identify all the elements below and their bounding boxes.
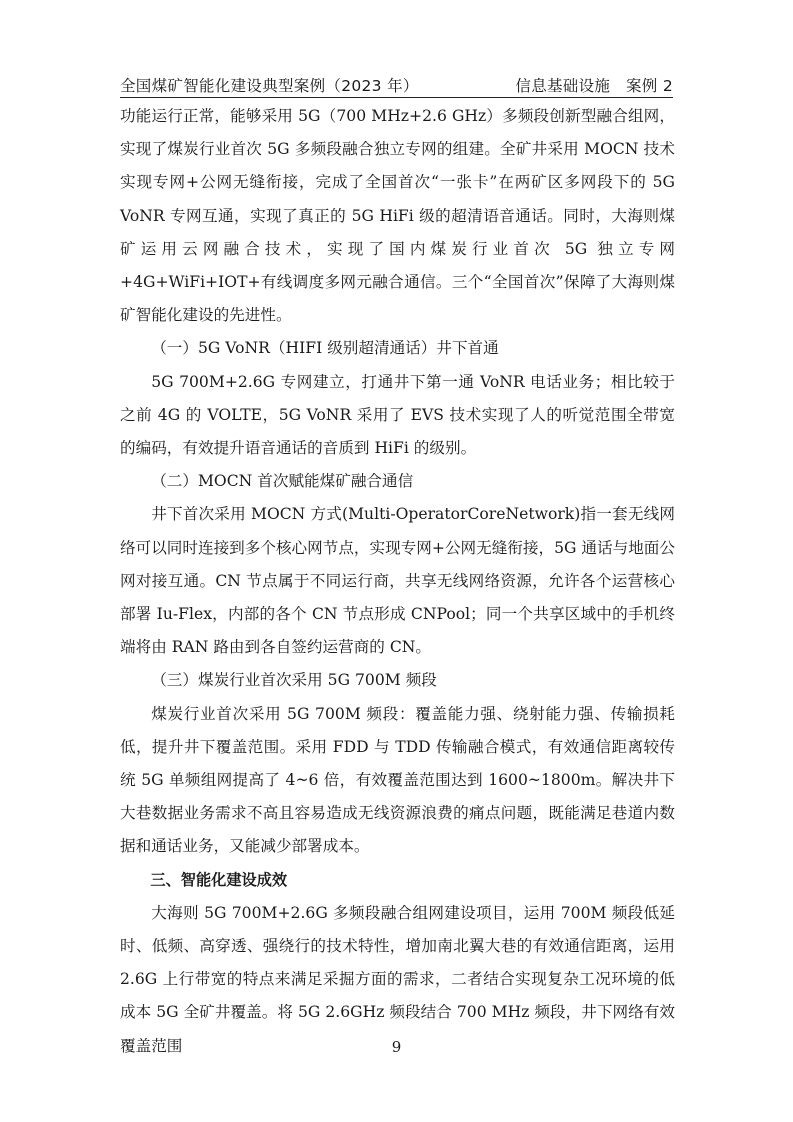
header-section-label: 信息基础设施 案例 2 (515, 77, 673, 95)
paragraph-700m: 煤炭行业首次采用 5G 700M 频段：覆盖能力强、绕射能力强、传输损耗低，提升井下覆盖范围。采用 FDD 与 TDD 传输融合模式，有效通信距离较传统 5G 单频组网提高了 4~6 倍，有效覆盖范围达到 1600~1800m。解决井下大巷数据业务需求不高且容易造成无线资源浪费的痛点问题，既能满足巷道内数据和通话业务，又能减少部署成本。 (120, 704, 675, 856)
subheading-vonr: （一）5G VoNR（HIFI 级别超清通话）井下首通 (151, 339, 499, 358)
continued-paragraph: 功能运行正常，能够采用 5G（700 MHz+2.6 GHz）多频段创新型融合组网，实现了煤炭行业首次 5G 多频段融合独立专网的组建。全矿井采用 MOCN 技术实现专网+公网无缝衔接，完成了全国首次“一张卡”在两矿区多网段下的 5G VoNR 专网互通，实现了真正的 5G HiFi 级的超清语音通话。同时，大海则煤矿运用云网融合技术，实现了国内煤炭行业首次 5G 独立专网+4G+WiFi+IOT+有线调度多网元融合通信。三个“全国首次”保障了大海则煤矿智能化建设的先进性。 (120, 107, 675, 325)
subheading-mocn: （二）MOCN 首次赋能煤矿融合通信 (151, 472, 414, 491)
page-body (120, 100, 675, 1063)
running-header (120, 70, 673, 96)
paragraph-mocn: 井下首次采用 MOCN 方式(Multi-OperatorCoreNetwork)指一套无线网络可以同时连接到多个核心网节点，实现专网+公网无缝衔接，5G 通话与地面公网对接互通。CN 节点属于不同运行商，共享无线网络资源，允许各个运营核心部署 Iu-Flex，内部的各个 CN 节点形成 CNPool；同一个共享区域中的手机终端将由 RAN 路由到各自签约运营商的 CN。 (120, 505, 675, 657)
subheading-700m: （三）煤炭行业首次采用 5G 700M 频段 (151, 671, 437, 690)
section-heading-results: 三、智能化建设成效 (150, 870, 288, 889)
header-document-title: 全国煤矿智能化建设典型案例（2023 年） (120, 77, 419, 95)
paragraph-vonr: 5G 700M+2.6G 专网建立，打通井下第一通 VoNR 电话业务；相比较于之前 4G 的 VOLTE，5G VoNR 采用了 EVS 技术实现了人的听觉范围全带宽的编码，有效提升语音通话的音质到 HiFi 的级别。 (120, 372, 675, 458)
header-divider (120, 97, 673, 98)
paragraph-results: 大海则 5G 700M+2.6G 多频段融合组网建设项目，运用 700M 频段低延时、低频、高穿透、强绕行的技术特性，增加南北翼大巷的有效通信距离，运用 2.6G 上行带宽的特点来满足采掘方面的需求，二者结合实现复杂工况环境的低成本 5G 全矿井覆盖。将 5G 2.6GHz 频段结合 700 MHz 频段，井下网络有效覆盖范围 (120, 903, 675, 1055)
page-number: 9 (391, 1038, 402, 1056)
